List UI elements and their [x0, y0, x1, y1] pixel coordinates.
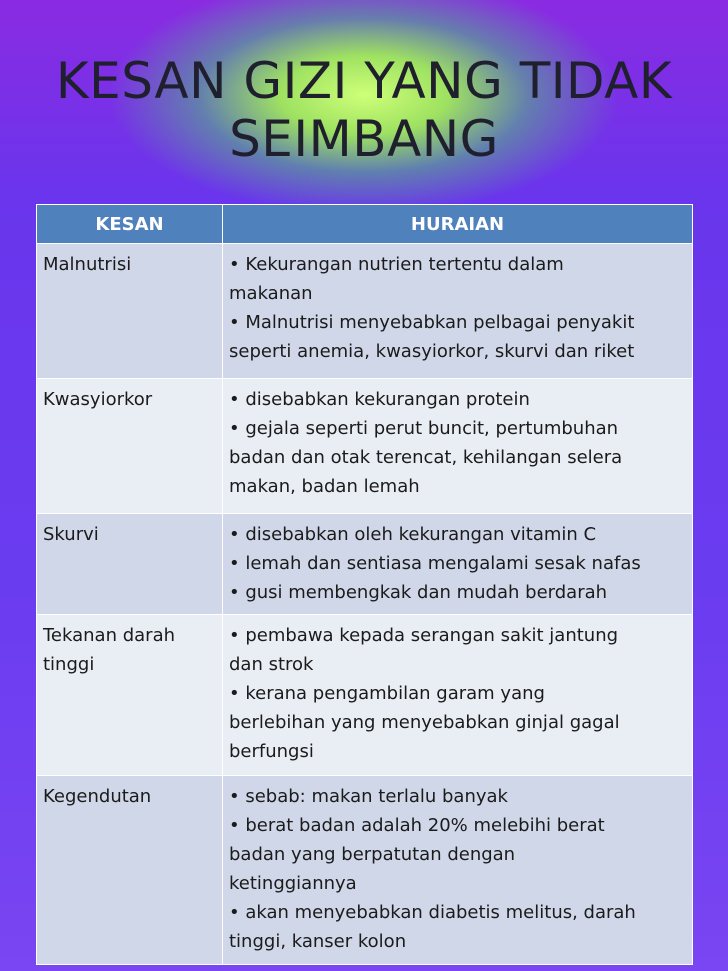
- table-row: [37, 615, 693, 776]
- kesan-text: Tekanan darah: [43, 625, 176, 646]
- cell-huraian: [223, 379, 693, 514]
- huraian-line: • disebabkan oleh kekurangan vitamin C: [229, 524, 597, 545]
- table-header-row: [37, 205, 693, 244]
- huraian-line: • lemah dan sentiasa mengalami sesak nafas: [229, 553, 641, 574]
- huraian-line: • Kekurangan nutrien tertentu dalam: [229, 254, 564, 275]
- huraian-line: • berat badan adalah 20% melebihi berat: [229, 815, 605, 836]
- table-row: [37, 514, 693, 615]
- kesan-table: [36, 204, 693, 965]
- cell-kesan: [37, 776, 223, 965]
- huraian-line: • kerana pengambilan garam yang: [229, 683, 545, 704]
- header-kesan: KESAN: [37, 205, 223, 244]
- kesan-text: tinggi: [43, 654, 95, 675]
- huraian-line: badan dan otak terencat, kehilangan selera: [229, 447, 623, 468]
- huraian-line: makan, badan lemah: [229, 476, 420, 497]
- huraian-line: • pembawa kepada serangan sakit jantung: [229, 625, 619, 646]
- cell-huraian: [223, 776, 693, 965]
- cell-huraian: [223, 514, 693, 615]
- kesan-text: Kegendutan: [43, 786, 152, 807]
- huraian-line: • Malnutrisi menyebabkan pelbagai penyakit: [229, 312, 635, 333]
- table-row: [37, 776, 693, 965]
- huraian-line: dan strok: [229, 654, 314, 675]
- huraian-line: badan yang berpatutan dengan: [229, 844, 516, 865]
- kesan-text: Skurvi: [43, 524, 99, 545]
- huraian-line: • gusi membengkak dan mudah berdarah: [229, 582, 608, 603]
- table-row: [37, 244, 693, 379]
- huraian-line: • gejala seperti perut buncit, pertumbuhan: [229, 418, 619, 439]
- huraian-line: • disebabkan kekurangan protein: [229, 389, 530, 410]
- slide-title-line-1: KESAN GIZI YANG TIDAK: [55, 52, 673, 110]
- header-huraian: HURAIAN: [223, 205, 693, 244]
- slide-title-line-2: SEIMBANG: [229, 110, 499, 168]
- huraian-line: ketinggiannya: [229, 873, 357, 894]
- cell-huraian: [223, 615, 693, 776]
- huraian-line: seperti anemia, kwasyiorkor, skurvi dan riket: [229, 341, 635, 362]
- slide-title: [0, 52, 728, 168]
- cell-kesan: [37, 615, 223, 776]
- cell-kesan: [37, 379, 223, 514]
- cell-kesan: [37, 244, 223, 379]
- kesan-text: Malnutrisi: [43, 254, 132, 275]
- cell-huraian: [223, 244, 693, 379]
- huraian-line: • akan menyebabkan diabetis melitus, darah: [229, 902, 636, 923]
- huraian-line: • sebab: makan terlalu banyak: [229, 786, 508, 807]
- huraian-line: makanan: [229, 283, 313, 304]
- huraian-line: berfungsi: [229, 741, 314, 762]
- cell-kesan: [37, 514, 223, 615]
- table-row: [37, 379, 693, 514]
- huraian-line: tinggi, kanser kolon: [229, 931, 407, 952]
- kesan-text: Kwasyiorkor: [43, 389, 153, 410]
- huraian-line: berlebihan yang menyebabkan ginjal gagal: [229, 712, 620, 733]
